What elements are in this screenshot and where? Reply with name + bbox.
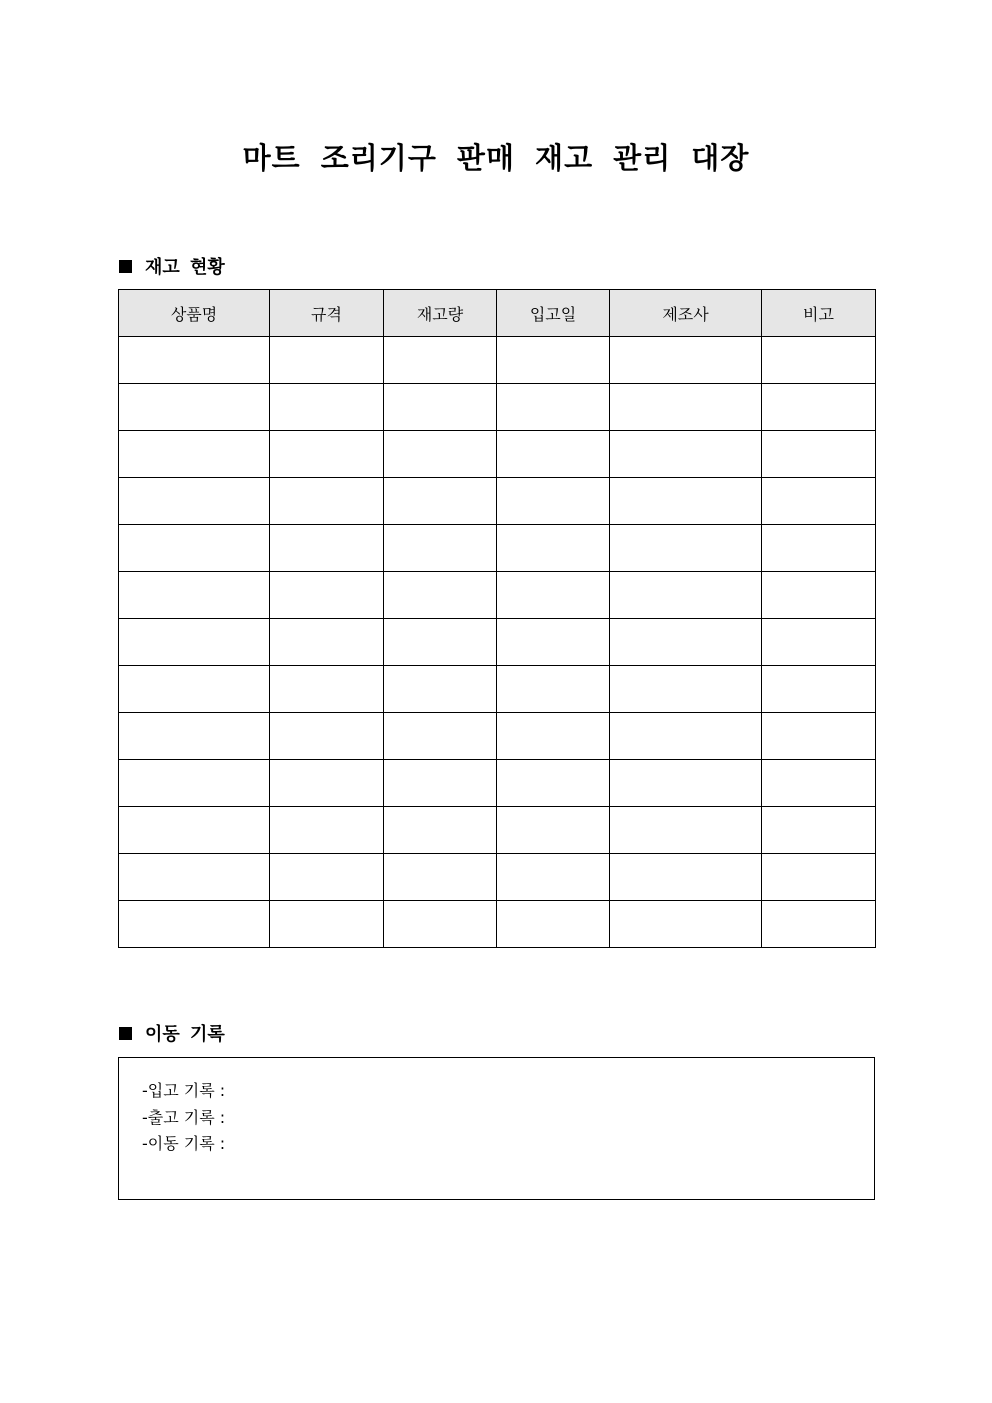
column-header-receipt-date: 입고일 bbox=[497, 290, 610, 337]
table-row bbox=[119, 807, 876, 854]
cell-stock-qty[interactable] bbox=[384, 431, 497, 478]
cell-remarks[interactable] bbox=[762, 760, 876, 807]
table-row bbox=[119, 572, 876, 619]
cell-product-name[interactable] bbox=[119, 901, 270, 948]
cell-remarks[interactable] bbox=[762, 431, 876, 478]
inventory-table bbox=[118, 289, 876, 948]
cell-receipt-date[interactable] bbox=[497, 572, 610, 619]
cell-remarks[interactable] bbox=[762, 337, 876, 384]
cell-manufacturer[interactable] bbox=[610, 901, 762, 948]
cell-remarks[interactable] bbox=[762, 666, 876, 713]
square-bullet-icon bbox=[119, 1027, 132, 1040]
column-header-spec: 규격 bbox=[270, 290, 384, 337]
cell-remarks[interactable] bbox=[762, 854, 876, 901]
movement-record-box bbox=[118, 1057, 875, 1200]
cell-spec[interactable] bbox=[270, 901, 384, 948]
cell-manufacturer[interactable] bbox=[610, 854, 762, 901]
cell-stock-qty[interactable] bbox=[384, 807, 497, 854]
receipt-record-line[interactable]: -입고 기록 : bbox=[142, 1081, 226, 1100]
cell-manufacturer[interactable] bbox=[610, 337, 762, 384]
cell-product-name[interactable] bbox=[119, 713, 270, 760]
cell-product-name[interactable] bbox=[119, 525, 270, 572]
cell-receipt-date[interactable] bbox=[497, 337, 610, 384]
cell-product-name[interactable] bbox=[119, 572, 270, 619]
cell-stock-qty[interactable] bbox=[384, 572, 497, 619]
cell-manufacturer[interactable] bbox=[610, 384, 762, 431]
table-row bbox=[119, 384, 876, 431]
cell-spec[interactable] bbox=[270, 760, 384, 807]
cell-spec[interactable] bbox=[270, 572, 384, 619]
cell-stock-qty[interactable] bbox=[384, 713, 497, 760]
table-row bbox=[119, 525, 876, 572]
cell-product-name[interactable] bbox=[119, 666, 270, 713]
cell-manufacturer[interactable] bbox=[610, 807, 762, 854]
cell-spec[interactable] bbox=[270, 619, 384, 666]
cell-stock-qty[interactable] bbox=[384, 337, 497, 384]
square-bullet-icon bbox=[119, 260, 132, 273]
cell-receipt-date[interactable] bbox=[497, 713, 610, 760]
table-row bbox=[119, 901, 876, 948]
cell-manufacturer[interactable] bbox=[610, 619, 762, 666]
cell-spec[interactable] bbox=[270, 525, 384, 572]
cell-receipt-date[interactable] bbox=[497, 431, 610, 478]
table-row bbox=[119, 478, 876, 525]
cell-product-name[interactable] bbox=[119, 337, 270, 384]
movement-heading-label: 이동 기록 bbox=[145, 1024, 225, 1045]
cell-remarks[interactable] bbox=[762, 901, 876, 948]
cell-product-name[interactable] bbox=[119, 807, 270, 854]
cell-spec[interactable] bbox=[270, 713, 384, 760]
cell-spec[interactable] bbox=[270, 854, 384, 901]
cell-spec[interactable] bbox=[270, 666, 384, 713]
cell-spec[interactable] bbox=[270, 807, 384, 854]
cell-stock-qty[interactable] bbox=[384, 384, 497, 431]
cell-receipt-date[interactable] bbox=[497, 384, 610, 431]
column-header-manufacturer: 제조사 bbox=[610, 290, 762, 337]
cell-stock-qty[interactable] bbox=[384, 901, 497, 948]
cell-receipt-date[interactable] bbox=[497, 854, 610, 901]
cell-spec[interactable] bbox=[270, 384, 384, 431]
cell-receipt-date[interactable] bbox=[497, 760, 610, 807]
cell-remarks[interactable] bbox=[762, 713, 876, 760]
table-row bbox=[119, 760, 876, 807]
cell-product-name[interactable] bbox=[119, 384, 270, 431]
table-row bbox=[119, 666, 876, 713]
table-row bbox=[119, 337, 876, 384]
cell-manufacturer[interactable] bbox=[610, 478, 762, 525]
column-header-remarks: 비고 bbox=[762, 290, 876, 337]
cell-manufacturer[interactable] bbox=[610, 760, 762, 807]
cell-remarks[interactable] bbox=[762, 478, 876, 525]
cell-receipt-date[interactable] bbox=[497, 619, 610, 666]
cell-receipt-date[interactable] bbox=[497, 901, 610, 948]
cell-receipt-date[interactable] bbox=[497, 525, 610, 572]
movement-section-heading bbox=[119, 1020, 225, 1046]
transfer-record-line[interactable]: -이동 기록 : bbox=[142, 1134, 226, 1153]
cell-spec[interactable] bbox=[270, 431, 384, 478]
table-row bbox=[119, 619, 876, 666]
cell-stock-qty[interactable] bbox=[384, 478, 497, 525]
cell-stock-qty[interactable] bbox=[384, 619, 497, 666]
cell-product-name[interactable] bbox=[119, 431, 270, 478]
cell-remarks[interactable] bbox=[762, 525, 876, 572]
cell-manufacturer[interactable] bbox=[610, 525, 762, 572]
cell-receipt-date[interactable] bbox=[497, 807, 610, 854]
inventory-table-body bbox=[119, 337, 876, 948]
cell-product-name[interactable] bbox=[119, 854, 270, 901]
table-row bbox=[119, 431, 876, 478]
cell-remarks[interactable] bbox=[762, 619, 876, 666]
cell-stock-qty[interactable] bbox=[384, 666, 497, 713]
cell-remarks[interactable] bbox=[762, 572, 876, 619]
cell-manufacturer[interactable] bbox=[610, 431, 762, 478]
cell-product-name[interactable] bbox=[119, 760, 270, 807]
cell-spec[interactable] bbox=[270, 478, 384, 525]
table-header-row bbox=[119, 290, 876, 337]
cell-manufacturer[interactable] bbox=[610, 666, 762, 713]
page-title: 마트 조리기구 판매 재고 관리 대장 bbox=[242, 141, 750, 175]
shipment-record-line[interactable]: -출고 기록 : bbox=[142, 1107, 226, 1127]
column-header-product-name: 상품명 bbox=[119, 290, 270, 337]
cell-product-name[interactable] bbox=[119, 619, 270, 666]
cell-spec[interactable] bbox=[270, 337, 384, 384]
cell-stock-qty[interactable] bbox=[384, 525, 497, 572]
cell-remarks[interactable] bbox=[762, 384, 876, 431]
cell-receipt-date[interactable] bbox=[497, 666, 610, 713]
cell-stock-qty[interactable] bbox=[384, 854, 497, 901]
column-header-stock-qty: 재고량 bbox=[384, 290, 497, 337]
cell-manufacturer[interactable] bbox=[610, 713, 762, 760]
table-row bbox=[119, 854, 876, 901]
cell-product-name[interactable] bbox=[119, 478, 270, 525]
table-row bbox=[119, 713, 876, 760]
cell-manufacturer[interactable] bbox=[610, 572, 762, 619]
inventory-heading-label: 재고 현황 bbox=[145, 257, 225, 278]
cell-stock-qty[interactable] bbox=[384, 760, 497, 807]
cell-remarks[interactable] bbox=[762, 807, 876, 854]
inventory-section-heading bbox=[119, 253, 225, 279]
cell-receipt-date[interactable] bbox=[497, 478, 610, 525]
